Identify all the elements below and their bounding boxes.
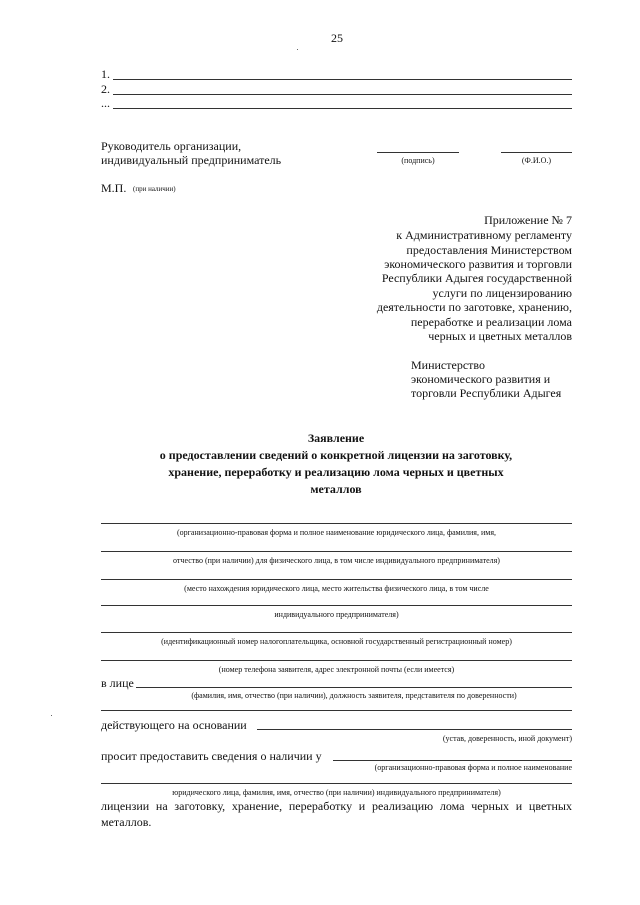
address-caption-2: индивидуального предпринимателя) [274,610,399,619]
applicant-name-caption-1: (организационно-правовая форма и полное наименование юридического лица, фамилия, имя, [176,528,496,537]
acting-basis-label: действующего на основании [101,718,247,732]
addressee-line-1: Министерство [411,358,485,372]
inn-ogrn-caption: (идентификационный номер налогоплательщика, основной государственный регистрационный номер) [161,637,512,646]
scan-speck [51,715,52,716]
representative-line[interactable] [136,687,572,688]
list-line-3 [113,108,572,109]
appendix-line-6: услуги по лицензированию [432,286,572,300]
contacts-line[interactable] [101,660,572,661]
closing-text-line-2: металлов. [101,815,152,829]
appendix-line-3: предоставления Министерством [406,243,572,257]
appendix-line-5: Республики Адыгея государственной [381,271,572,285]
document-subtitle-line-2: хранение, переработку и реализацию лома черных и цветных [168,465,504,479]
inn-ogrn-line[interactable] [101,632,572,633]
page-number: 25 [331,31,343,45]
request-label: просит предоставить сведения о наличии у [101,749,322,763]
list-item-2: 2. [101,82,110,96]
address-line-2[interactable] [101,605,572,606]
address-caption-1: (место нахождения юридического лица, место жительства физического лица, в том числе [184,584,489,593]
document-title: Заявление [307,431,365,445]
stamp-label: М.П. [101,181,127,195]
licensee-name-caption-2: юридического лица, фамилия, имя, отчество (при наличии) индивидуального предпринимателя) [172,788,501,797]
appendix-line-4: экономического развития и торговли [384,257,572,271]
applicant-name-line-2[interactable] [101,551,572,552]
list-line-1 [113,79,572,80]
representative-caption: (фамилия, имя, отчество (при наличии), должность заявителя, представителя по доверенности) [191,691,517,700]
document-subtitle-line-3: металлов [310,482,362,496]
appendix-line-2: к Административному регламенту [396,228,572,242]
applicant-name-caption-2: отчество (при наличии) для физического лица, в том числе индивидуального предпринимателя) [173,556,500,565]
stamp-note: (при наличии) [133,185,176,193]
fio-caption: (Ф.И.О.) [521,156,552,165]
list-item-3: ... [101,96,110,110]
address-line[interactable] [101,579,572,580]
basis-document-line[interactable] [257,729,572,730]
appendix-line-7: деятельности по заготовке, хранению, [376,300,572,314]
contacts-caption: (номер телефона заявителя, адрес электронной почты (если имеется) [218,665,455,674]
signature-caption: (подпись) [401,156,435,165]
appendix-line-1: Приложение № 7 [484,213,572,227]
head-label-line2: индивидуальный предприниматель [101,153,282,167]
list-item-1: 1. [101,67,110,81]
closing-text-line-1: лицензии на заготовку, хранение, переработку и реализацию лома черных и цветных [101,799,572,813]
scan-speck [297,49,298,50]
fio-line [501,152,572,153]
appendix-line-9: черных и цветных металлов [428,329,572,343]
addressee-line-3: торговли Республики Адыгея [411,386,562,400]
addressee-line-2: экономического развития и [411,372,551,386]
licensee-name-caption-1: (организационно-правовая форма и полное наименование [374,763,572,772]
signature-line [377,152,459,153]
licensee-name-line-2[interactable] [101,783,572,784]
in-person-label: в лице [101,676,134,690]
applicant-name-line[interactable] [101,523,572,524]
basis-document-caption: (устав, доверенность, иной документ) [442,734,572,743]
licensee-name-line[interactable] [333,760,572,761]
head-label-line1: Руководитель организации, [101,139,242,153]
appendix-line-8: переработке и реализации лома [410,315,572,329]
document-subtitle-line-1: о предоставлении сведений о конкретной лицензии на заготовку, [159,448,513,462]
representative-line-2[interactable] [101,710,572,711]
list-line-2 [113,94,572,95]
